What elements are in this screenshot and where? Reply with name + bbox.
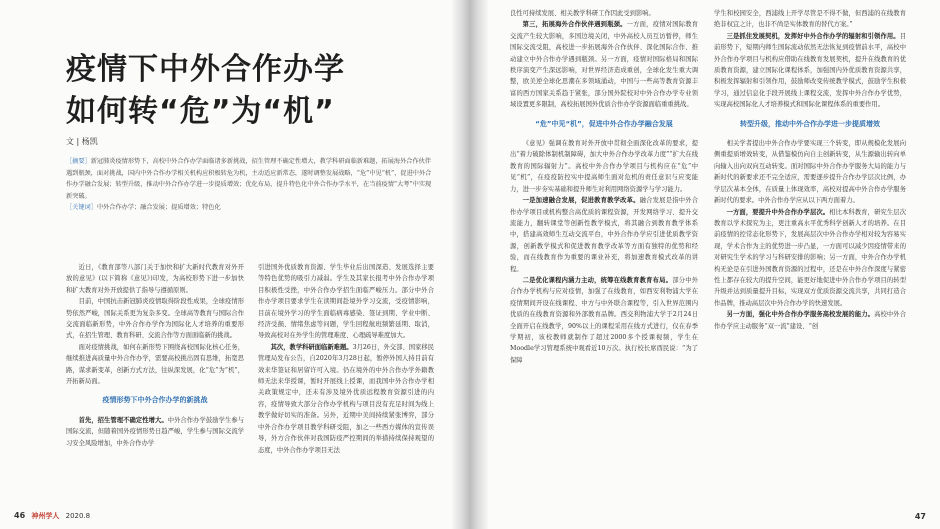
left-column-1	[66, 262, 244, 449]
right-folio	[915, 512, 926, 521]
paragraph-text: 一方面，疫情对国际教育交流产生较大影响，多国边境关闭，中外高校人员互访暂停，师生国际交流受阻，高校进一步拓展海外合作伙伴、深化国际合作、推动建立中外合作办学遇到瓶颈。另一方面，疫情对国际格局和国际秩序演变产生深远影响，对世界经济造成重创，全球化发生重大调整，欧美逆全球化思潮在多领域涌动，中国与一些高等教育资源丰富的西方国家关系趋于紧张，部分国外院校对中外合作办学专业领域设置更多限制，高校拓展国外优质合作办学资源面临重重挑战。	[510, 21, 699, 109]
paragraph-text: 3月26日，外交部、国家移民管理局发布公告，自2020年3月28日起，暂停外国人持目前有效来华签证和居留许可入境。仍在境外的中外合作办学外籍教师无法来华授课，暂时开展线上授课，而我国中外合作办学相关政策规定中，还未有涉及境外优质远程教育资源引进的内容，疫情导致大部分合作办学机构与项目没有充足时间为线上教学做好切实的准备。另外，近期中美间持续紧张博弈，部分中外合作办学项目教学科研受阻，加之一些西方媒体的宣传误导，外方合作伙伴对我国防疫严控期间的举措持续保持观望的态度，中外合作办学项目无法	[258, 343, 434, 454]
paragraph-lead: 其次，教学科研面临新难题。	[270, 343, 353, 351]
book-spine-gutter	[452, 0, 488, 529]
right-page-number: 47	[914, 512, 926, 521]
abstract-tag: ［摘要］	[66, 158, 91, 165]
body-paragraph	[510, 275, 698, 366]
right-page	[478, 0, 940, 529]
body-paragraph: 良性可持续发展、相关教学科研工作因此受到影响。	[510, 10, 655, 17]
body-paragraph	[258, 342, 434, 456]
paragraph-text: 融合发展是指中外合作办学项目或机构整合高优质的课程资源，开发网络学习、提升交流能力，翻转课堂等创新性教学模式，将其融合到教育教学体系中，搭建高效师生互动交流平台，中外合作办学应引进优质教学资源，创新教学模式和促进教育教学改革等方面有独特的优势和经验，而在线教育作为重要的课业补充，将加速教育模式改革的讲程。	[510, 197, 699, 273]
left-folio	[14, 511, 90, 521]
body-paragraph: 近日，《教育部等八部门关于加快和扩大新时代教育对外开放的意见》(以下简称《意见》)印发，为高校形势下进一步加快和扩大教育对外开放提供了指导与遵循原则。	[66, 264, 244, 294]
article-title-line1: 疫情下中外合作办学	[66, 52, 345, 87]
body-paragraph: 《意见》强调在教育对外开放中贯彻全面深化改革的要求，提出“着力破除体制机制障碍，加大中外合作办学改革力度”“扩大在线教育的国际辐射力”。高校中外合作办学项目与机构应在“危”中见“机”，在疫疫防控实中提高师生面对危机的责任意识与应变能力，进一步夯实基础和提升师生对利用网络资源学与学习能力。	[510, 140, 698, 193]
paragraph-lead: 二是优化课程内涵力主动，统筹在线教育教育布局。	[522, 276, 673, 284]
paragraph-lead: 另一方面，强化中外合作办学服务高校发展的能力。	[726, 311, 875, 319]
keywords-text: 中外合作办学；融合发展；提质增效；特色化	[96, 204, 221, 212]
article-author: 文 | 杨凯	[66, 137, 98, 146]
issue-date: 2020.8	[65, 512, 91, 520]
paragraph-text: 高校中外合作办学应主动服务“双一流”建设、“创	[714, 311, 907, 330]
paragraph-lead: 三是抓住发展契机，发挥好中外合作办学的辐射和引领作用。	[726, 32, 900, 40]
body-paragraph: 面对疫情挑战，如何在新形势下围绕高校国际化核心任务，继续推进高质量中外合作办学，需要高校挑出固有思维，拓宽思路，谋求新变革，创新方式方法，往纵深发展，化“危”为“机”，开拓新局面。	[66, 343, 244, 386]
right-column-1	[510, 8, 698, 366]
body-paragraph	[66, 415, 244, 449]
magazine-name: 神州学人	[31, 512, 60, 520]
abstract-text: 新冠肺炎疫情形势下，高校中外合作办学面临诸多新挑战，招生管理不确定性增大，教学科研面临新难题，拓展海外合作伙伴遇到瓶颈，面对挑战，国内中外合作办学相关机构应积极转危为机，主动适应新常态，遂时调整发展战略，“危”中见“机”，促进中外合作办学融合发展；转型升级，推动中外合作办学进一步提质增效；优化布局，提升特色化中外合作办学水平，在当前疫情“大考”中实现新突破。	[66, 158, 432, 200]
body-paragraph: 学生和校园安全，西浦线上开学尽管是不得不做，但西浦的在线教育绝非权宜之计，也非不尚是实体教育的替代方案。”	[714, 10, 906, 29]
body-paragraph	[510, 195, 698, 275]
body-paragraph: 相关学者提出中外合作办学要实现三个转变，即从规模化发展向侧重提质增效转变，从借鉴模仿向自主创新转变，从生源输出转向单向输入出向双向互动转变。面对国际中外合作办学服务大局的能力与新时代的新要求还不完全适应，需要逐步提升合作办学层次比例，办学层次基本全体，在质量上体现效率，高校对提高中外合作办学服务新时代的要求。中外合作办学应从以下两方面着力。	[714, 140, 906, 205]
keywords-paragraph	[66, 202, 432, 214]
right-column-2	[714, 8, 906, 332]
body-paragraph	[510, 19, 698, 110]
paragraph-text: 相比本科教育，研究生层次教育以学术探究为主，更注重高水平优秀科学创新人才的培养。在目前疫情的控常态化形势下，发展高层次中外合作办学相对较为容易实现，学术合作为主的优势进一步凸显，一方面可以减少因疫情带来的对研究生学术的学习与科研安排的影响；另一方面，中外合作办学机构无论是在引进外国教育资源的过程中，还是在中外合作深度与紧密性上都存在较大的提升空间，能更好地促进中外合作办学项目的转型升级并达到质量提升目标，实现双方优质资源交流共享，共同打造合作品牌，推动高层次中外合作办学的快速发展。	[714, 208, 907, 307]
paragraph-text: 中外合作办学鼓励学生参与国际交流，但随着国外疫情形势日趋严峻，学生参与国际交流学习安全风险增加，中外合作办学	[66, 416, 245, 447]
body-paragraph: 引进国外优质教育资源、学生毕业后出国深造、发展选择主要等特色优势的吸引力减弱。学生及其家长报考中外合作办学项目积极性受挫，中外合作办学招生面临严峻压力。部分中外合作办学项目要求学生在读期间赴境外学习交流，受疫情影响，目前在境外学习的学生面临病毒感染、签证到期、学业中断、经济受损、情绪焦虑等问题，学生回程航班频繁延期、取消，导致高校对在外学生的管理难度、心理疏导难度加大。	[258, 264, 434, 340]
abstract-block	[66, 156, 432, 214]
body-paragraph: 目前，中国抗击新冠肺炎疫情取得阶段性成果，全球疫情形势依然严峻，国际关系更为复杂多变。全球高等教育与国际合作交流面临新形势，中外合作办学作为国际化人才培养的重要形式，在招生管理、教育科研、交流合作等方面面临新的挑战。	[66, 298, 244, 340]
left-page	[0, 0, 462, 529]
paragraph-lead: 一方面，要提升中外合作办学层次。	[726, 208, 830, 216]
paragraph-text: 目前形势下，短期内师生国际流动依然无法恢复到疫情前水平，高校中外合作办学项目与机构应借助在线教育发展契机，提升在线教育的优质教育资源，建立国际化课程体系，加强国内外优质教育资源共享，积极发挥辐射和引领作用，鼓励师改变传统教学模式，鼓励学生积极学习，通过信息化手段开展线上课程交流，发挥中外合作办学优势，实现高校国际化人才培养模式和国际化课程体系的重要作用。	[714, 32, 906, 109]
section-subhead: “危”中见“机”，促进中外合作办学融合发展	[535, 119, 673, 128]
abstract-paragraph	[66, 156, 432, 202]
article-title-line2: 如何转“危”为“机”	[66, 94, 335, 129]
body-paragraph	[714, 207, 906, 310]
left-page-number: 46	[14, 511, 26, 520]
keywords-tag: ［关键词］	[66, 204, 97, 212]
left-column-2	[258, 262, 434, 456]
body-paragraph	[714, 31, 906, 111]
paragraph-lead: 一是加速融合发展，促进教育教学改革。	[522, 197, 640, 205]
section-subhead: 疫情形势下中外合作办学的新挑战	[102, 396, 208, 405]
paragraph-lead: 第三，拓展海外合作伙伴遇到瓶颈。	[522, 21, 627, 29]
paragraph-lead: 首先，招生管理不确定性增大。	[78, 416, 168, 424]
body-paragraph	[714, 309, 906, 332]
section-subhead: 转型升级，推动中外合作办学进一步提质增效	[740, 119, 880, 128]
paragraph-text: 部分中外合作办学机构与应对疫情，加强了在线教育，如西安利物浦大学在疫情期间开设在线课程、中方与中外联合课程等，引入世界范围内优质的在线教育资源和外部教育品牌。西交利物浦大学于2月24日全面开启在线教学，90%以上的课程采用在线方式进行，仅在春季学期初，该校教师就制作了超过2000多个授课视频，学生在Moodle学习管理系统中观看近10万次。执行校长席酉民说：“为了保障	[510, 276, 699, 364]
